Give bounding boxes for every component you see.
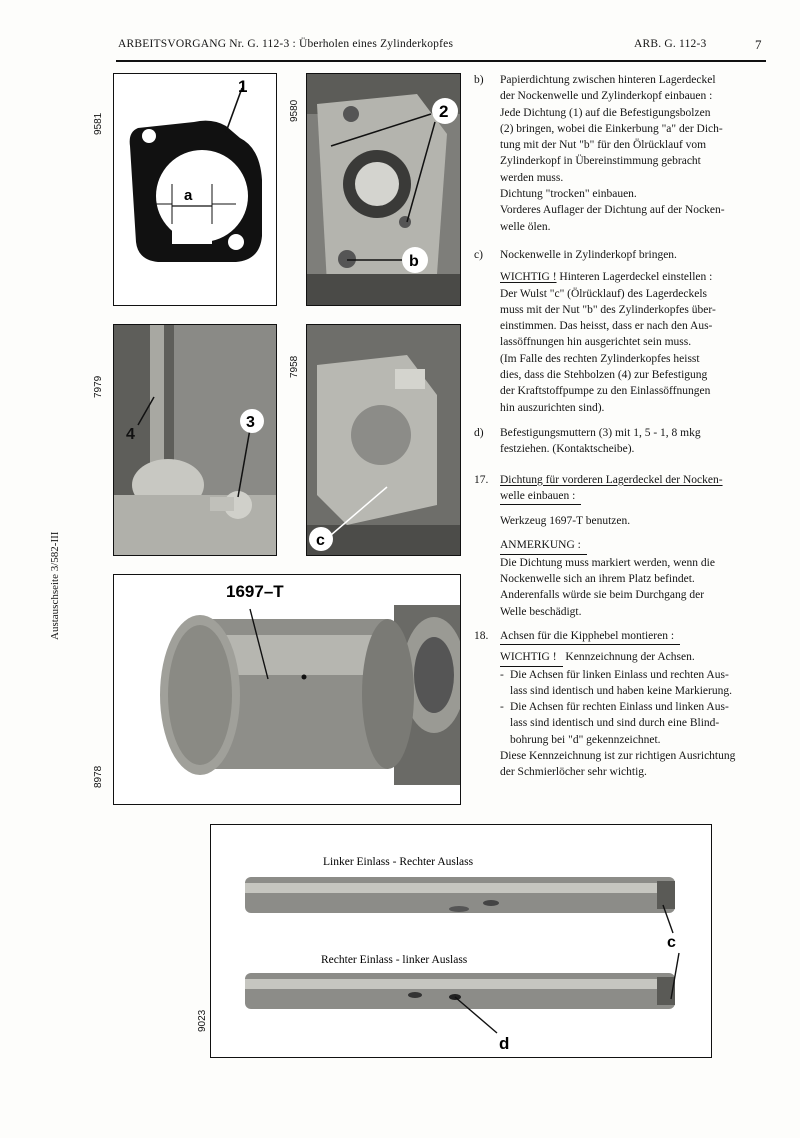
step-b-label: b) bbox=[474, 74, 484, 86]
shafts-illustration bbox=[211, 825, 712, 1058]
step-17-title-2: welle einbauen : bbox=[500, 488, 581, 505]
text-line: Welle beschädigt. bbox=[500, 605, 582, 618]
figure-cylinder-head-rear bbox=[306, 73, 461, 306]
callout-c-shaft: c bbox=[667, 934, 676, 951]
callout-b: b bbox=[409, 253, 419, 270]
text-line: Nockenwelle sich an ihrem Platz befindet. bbox=[500, 573, 695, 586]
text-line: der Schmierlöcher sehr wichtig. bbox=[500, 766, 647, 779]
step-18 bbox=[474, 628, 794, 781]
text-line: bohrung bei "d" gekennzeichnet. bbox=[510, 733, 661, 746]
wichtig-label: WICHTIG ! bbox=[500, 271, 557, 284]
figure-number-7958: 7958 bbox=[289, 355, 300, 378]
caption-shaft-2: Rechter Einlass - linker Auslass bbox=[321, 954, 468, 966]
text-line: festziehen. (Kontaktscheibe). bbox=[500, 443, 635, 456]
figure-number-7979: 7979 bbox=[93, 375, 104, 398]
callout-4: 4 bbox=[126, 426, 135, 443]
bearing-cap-photo bbox=[307, 325, 461, 556]
step-18-title: Achsen für die Kipphebel montieren : bbox=[500, 628, 680, 645]
wichtig-label: WICHTIG ! bbox=[500, 649, 563, 666]
bullet-item bbox=[500, 699, 794, 748]
anmerkung-label: ANMERKUNG : bbox=[500, 537, 587, 554]
step-17-title-1: Dichtung für vorderen Lagerdeckel der Nocken- bbox=[500, 473, 723, 486]
header-reference: ARB. G. 112-3 bbox=[634, 38, 707, 50]
figure-number-9023: 9023 bbox=[197, 1009, 208, 1032]
figure-number-9581: 9581 bbox=[93, 112, 104, 135]
text-line: Nockenwelle in Zylinderkopf bringen. bbox=[500, 248, 677, 261]
text-line: der Nockenwelle und Zylinderkopf einbauen : bbox=[500, 90, 713, 103]
caption-shaft-1: Linker Einlass - Rechter Auslass bbox=[323, 856, 474, 868]
step-c-label: c) bbox=[474, 248, 483, 261]
wichtig-rest: Kennzeichnung der Achsen. bbox=[562, 651, 695, 664]
gasket-illustration bbox=[114, 74, 277, 306]
header-rule bbox=[116, 60, 766, 62]
header-title: ARBEITSVORGANG Nr. G. 112-3 : Überholen eines Zylinderkopfes bbox=[118, 38, 454, 50]
figure-number-9580: 9580 bbox=[289, 99, 300, 122]
text-line: - Die Achsen für rechten Einlass und linken Aus- bbox=[510, 701, 729, 714]
step-17-title bbox=[500, 472, 794, 488]
figure-number-8978: 8978 bbox=[93, 765, 104, 788]
figure-rocker-shafts bbox=[210, 824, 712, 1058]
callout-3: 3 bbox=[246, 414, 255, 431]
tool-photo bbox=[114, 575, 461, 805]
step-17 bbox=[474, 472, 794, 620]
step-17-title-line2 bbox=[500, 488, 794, 505]
step-c bbox=[474, 247, 794, 416]
anmerkung-line bbox=[500, 537, 794, 554]
text-line: (Im Falle des rechten Zylinderkopfes heisst bbox=[500, 352, 700, 365]
callout-c: c bbox=[316, 532, 325, 549]
cylinder-head-photo bbox=[307, 74, 461, 306]
figure-gasket bbox=[113, 73, 277, 306]
text-line: Papierdichtung zwischen hinteren Lagerdeckel bbox=[500, 74, 716, 86]
text-line: - Die Achsen für linken Einlass und rechten Aus- bbox=[510, 668, 729, 681]
text-line: hin auszurichten sind). bbox=[500, 401, 605, 414]
text-line: muss mit der Nut "b" des Zylinderkopfes über- bbox=[500, 303, 716, 316]
instruction-text bbox=[474, 72, 794, 781]
text-line: Die Dichtung muss markiert werden, wenn die bbox=[500, 556, 715, 569]
step-d bbox=[474, 425, 794, 458]
step-17-label: 17. bbox=[474, 473, 489, 486]
callout-d: d bbox=[499, 1034, 510, 1053]
text-line: (2) bringen, wobei die Einkerbung "a" der Dich- bbox=[500, 122, 723, 135]
text-line: Diese Kennzeichnung ist zur richtigen Ausrichtung bbox=[500, 749, 736, 762]
side-note: Austauschseite 3/582-III bbox=[49, 531, 61, 640]
figure-studs-nuts bbox=[113, 324, 277, 556]
step-d-label: d) bbox=[474, 426, 484, 439]
callout-1697t: 1697–T bbox=[226, 582, 284, 601]
text-line: Zylinderkopf in Übereinstimmung gebracht bbox=[500, 155, 701, 168]
step-18-label: 18. bbox=[474, 629, 489, 642]
text-line: welle ölen. bbox=[500, 220, 551, 233]
text-line: werden muss. bbox=[500, 171, 564, 184]
text-line: Anderenfalls würde sie beim Durchgang der bbox=[500, 589, 705, 602]
text-line: Jede Dichtung (1) auf die Befestigungsbolzen bbox=[500, 106, 711, 119]
callout-2: 2 bbox=[439, 102, 449, 121]
tool-line: Werkzeug 1697-T benutzen. bbox=[500, 515, 631, 528]
text-line: dies, dass die Stehbolzen (4) zur Befestigung bbox=[500, 369, 708, 382]
text-line: tung mit der Nut "b" für den Ölrücklauf vom bbox=[500, 139, 707, 152]
page-number: 7 bbox=[755, 37, 762, 52]
figure-tool-1697t bbox=[113, 574, 461, 805]
step-18-title-line bbox=[500, 628, 794, 645]
wichtig-line bbox=[500, 269, 794, 285]
text-line: Vorderes Auflager der Dichtung auf der Nocken- bbox=[500, 204, 725, 217]
text-line: einstimmen. Das heisst, dass er nach den Aus- bbox=[500, 320, 713, 333]
figure-bearing-cap bbox=[306, 324, 461, 556]
wichtig-line bbox=[500, 649, 794, 666]
text-line: Befestigungsmuttern (3) mit 1, 5 - 1, 8 mkg bbox=[500, 426, 701, 439]
studs-photo bbox=[114, 325, 277, 556]
text-line: Der Wulst "c" (Ölrücklauf) des Lagerdeckels bbox=[500, 287, 708, 300]
callout-1: 1 bbox=[238, 77, 248, 96]
callout-a: a bbox=[184, 187, 193, 204]
wichtig-rest: Hinteren Lagerdeckel einstellen : bbox=[556, 271, 713, 284]
step-b bbox=[474, 72, 794, 235]
text-line: der Kraftstoffpumpe zu den Einlassöffnungen bbox=[500, 385, 711, 398]
text-line: lass sind identisch und sind durch eine Blind- bbox=[510, 717, 720, 730]
text-line: lass sind identisch und haben keine Markierung. bbox=[510, 684, 732, 697]
text-line: lassöffnungen hin ausgerichtet sein muss. bbox=[500, 336, 692, 349]
bullet-item bbox=[500, 667, 794, 700]
text-line: Dichtung "trocken" einbauen. bbox=[500, 188, 637, 201]
